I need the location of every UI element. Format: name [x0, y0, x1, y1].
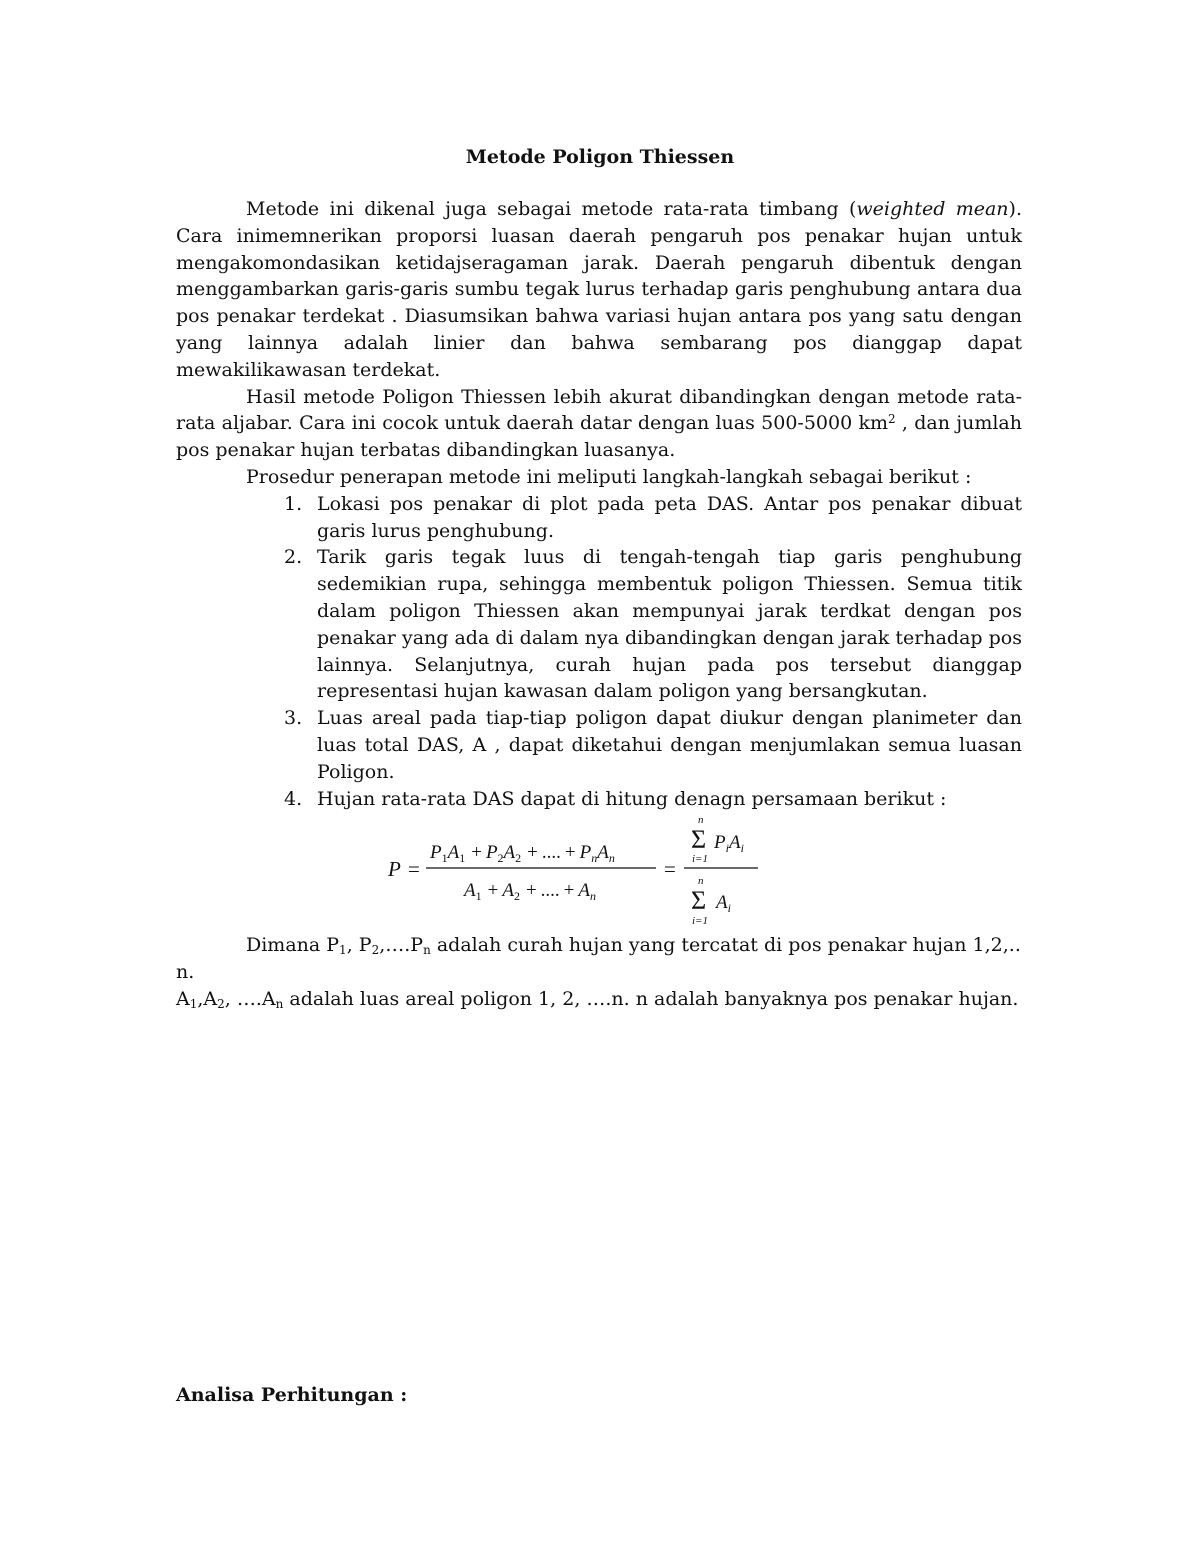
formula-numerator: $P_1A_1 + P_2A_2$ + .... + $P_nA_n$: [430, 842, 615, 866]
definition-line-2: $A_1,A_2$, $\dots.A_n$ adalah luas areal poligon 1, 2, ….n. n adalah banyaknya pos penakar hujan.: [176, 987, 1019, 1011]
para1-text-b: ). Cara inimemnerikan proporsi luasan daerah pengaruh pos penakar hujan untuk mengakomondasikan ketidajseragaman jarak. Daerah pengaruh dibentuk dengan menggambarkan garis-garis sumbu tegak lurus terhadap garis penghubung antara dua pos penakar terdekat . Diasumsikan bahwa variasi hujan antara pos yang satu dengan yang lainnya adalah linier dan bahwa sembarang pos dianggap dapat mewakilikawasan terdekat.: [176, 198, 1022, 381]
document-body: [176, 196, 1022, 1013]
paragraph-accuracy: [176, 384, 1022, 464]
sigma-bottom: Σ: [691, 886, 707, 916]
step-text: Lokasi pos penakar di plot pada peta DAS. Antar pos penakar dibuat garis lurus penghubung.: [317, 492, 1022, 542]
sum-denominator-term: $A_i$: [716, 892, 731, 916]
step-number: 2.: [284, 546, 303, 569]
para2-text-a: Hasil metode Poligon Thiessen lebih akurat dibandingkan dengan metode rata-rata aljabar. Cara ini cocok untuk daerah datar dengan luas 500-5000 km: [176, 385, 1022, 435]
sigma-upper-top: n: [698, 814, 704, 827]
superscript-2: 2: [887, 412, 896, 427]
step-number: 1.: [284, 492, 303, 515]
sum-numerator-term: $P_iA_i$: [714, 832, 744, 856]
list-item: [284, 544, 1022, 705]
paragraph-intro: [176, 196, 1022, 384]
list-item: [284, 705, 1022, 785]
sigma-lower-top: i=1: [692, 853, 708, 866]
step-number: 4.: [284, 787, 303, 810]
formula-denominator: $A_1 + A_2$ + .... + $A_n$: [464, 880, 596, 904]
analysis-heading: Analisa Perhitungan :: [176, 1384, 408, 1406]
step-text: Hujan rata-rata DAS dapat di hitung denagn persamaan berikut :: [317, 787, 947, 810]
para1-text-a: Metode ini dikenal juga sebagai metode rata-rata timbang (: [246, 198, 857, 220]
sigma-upper-bottom: n: [698, 875, 704, 888]
paragraph-procedure: Prosedur penerapan metode ini meliputi langkah-langkah sebagai berikut :: [246, 465, 972, 488]
list-item: [284, 491, 1022, 545]
sigma-lower-bottom: i=1: [692, 915, 708, 928]
procedure-steps-list: [176, 491, 1022, 813]
step-text: Tarik garis tegak luus di tengah-tengah tiap garis penghubung sedemikian rupa, sehingga membentuk poligon Thiessen. Semua titik dalam poligon Thiessen akan mempunyai jarak terdkat dengan pos penakar yang ada di dalam nya dibandingkan dengan jarak terhadap pos lainnya. Selanjutnya, curah hujan pada pos tersebut dianggap representasi hujan kawasan dalam poligon yang bersangkutan.: [317, 546, 1022, 703]
para2-text-b: , dan jumlah pos penakar hujan terbatas dibandingkan luasanya.: [176, 412, 1022, 462]
formula-equals-2: =: [664, 857, 676, 882]
para1-italic: weighted mean: [856, 198, 1009, 220]
list-item: [284, 786, 1022, 813]
formula-svg: [388, 814, 788, 936]
page-title: Metode Poligon Thiessen: [465, 146, 735, 168]
sigma-top: Σ: [691, 825, 707, 855]
step-number: 3.: [284, 707, 303, 730]
step-text: Luas areal pada tiap-tiap poligon dapat diukur dengan planimeter dan luas total DAS, A , dapat diketahui dengan menjumlakan semua luasan Poligon.: [317, 707, 1022, 783]
formula-equals-1: =: [408, 857, 420, 882]
formula-lhs: P: [388, 857, 401, 882]
thiessen-formula: [176, 814, 1022, 932]
definition-line-1: Dimana $P_1$, $P_2,\dots.P_n$ adalah curah hujan yang tercatat di pos penakar hujan 1,2,.. n.: [176, 934, 1021, 984]
